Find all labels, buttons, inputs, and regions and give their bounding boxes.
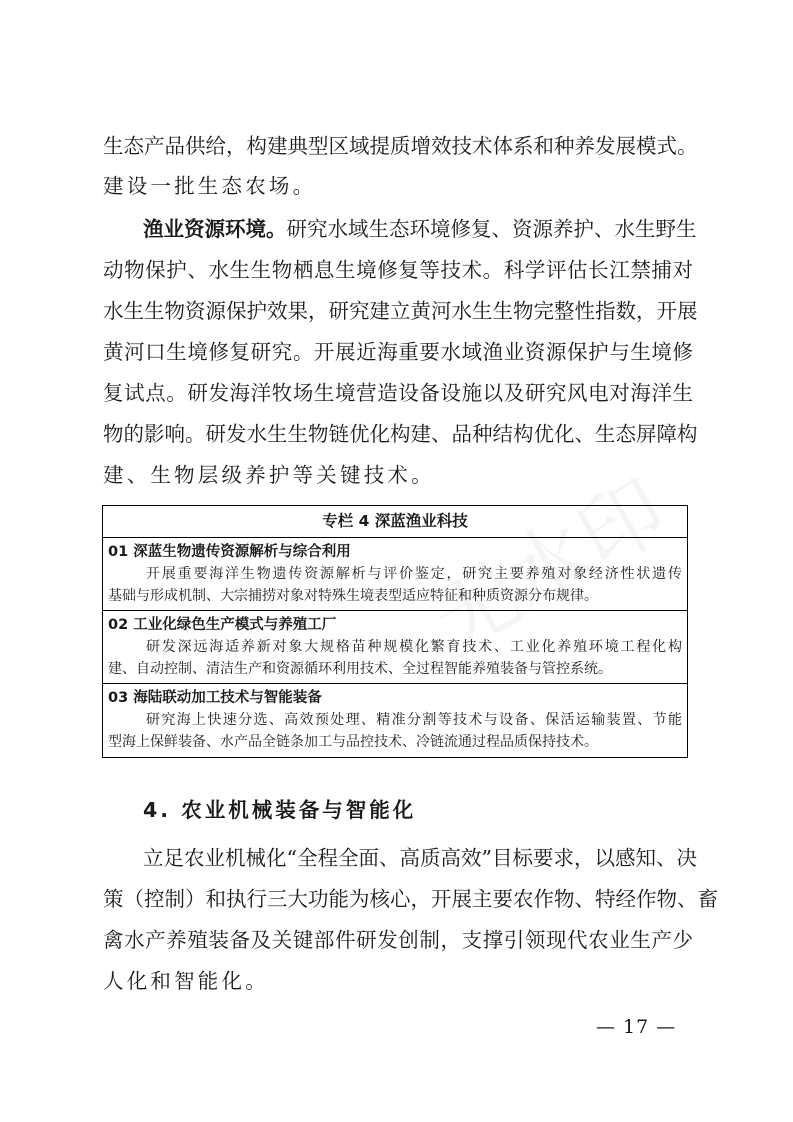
body-line: 生态产品供给，构建典型区域提质增效技术体系和种养发展模式。: [103, 134, 698, 158]
page-number: — 17 —: [596, 1016, 677, 1038]
body-line: 策（控制）和执行三大功能为核心，开展主要农作物、特经作物、畜: [103, 887, 718, 911]
column-box-title: 专栏 4 深蓝渔业科技: [103, 506, 687, 538]
body-line: 建、生物层级养护等关键技术。: [103, 463, 435, 487]
body-line: 建设一批生态农场。: [103, 174, 317, 198]
item-heading: 03 海陆联动加工技术与智能装备: [108, 690, 322, 706]
body-line: 黄河口生境修复研究。开展近海重要水域渔业资源保护与生境修: [103, 340, 693, 364]
column-box: [102, 505, 688, 758]
column-box-item: [103, 611, 687, 684]
item-heading: 02 工业化绿色生产模式与养殖工厂: [108, 617, 337, 633]
section-heading: 4. 农业机械装备与智能化: [143, 798, 417, 822]
item-text-line: 开展重要海洋生物遗传资源解析与评价鉴定，研究主要养殖对象经济性状遗传: [146, 566, 682, 582]
body-line: 物的影响。研发水生生物链优化构建、品种结构优化、生态屏障构: [103, 422, 698, 446]
body-line: 立足农业机械化“全程全面、高质高效”目标要求，以感知、决: [143, 846, 697, 870]
item-text-line: 建、自动控制、清洁生产和资源循环利用技术、全过程智能养殖装备与管控系统。: [108, 661, 612, 677]
body-line: 水生生物资源保护效果，研究建立黄河水生生物完整性指数，开展: [103, 299, 698, 323]
item-text-line: 研发深远海适养新对象大规格苗种规模化繁育技术、工业化养殖环境工程化构: [146, 639, 682, 655]
item-text-line: 基础与形成机制、大宗捕捞对象对特殊生境表型适应特征和种质资源分布规律。: [108, 588, 598, 604]
section-lead: 渔业资源环境。: [143, 217, 287, 241]
column-box-item: [103, 684, 687, 758]
item-heading: 01 深蓝生物遗传资源解析与综合利用: [108, 544, 351, 560]
body-line: 人化和智能化。: [103, 969, 269, 993]
section-paragraph-first-line: [143, 209, 697, 249]
body-line: 动物保护、水生生物栖息生境修复等技术。科学评估长江禁捕对: [103, 258, 693, 282]
item-text-line: 型海上保鲜装备、水产品全链条加工与品控技术、冷链流通过程品质保持技术。: [108, 734, 598, 750]
body-line: 禽水产养殖装备及关键部件研发创制，支撑引领现代农业生产少: [103, 928, 693, 952]
section-first-rest: 研究水域生态环境修复、资源养护、水生野生: [286, 217, 697, 241]
body-line: 复试点。研发海洋牧场生境营造设备设施以及研究风电对海洋生: [103, 381, 693, 405]
column-box-item: [103, 538, 687, 611]
item-text-line: 研究海上快速分选、高效预处理、精准分割等技术与设备、保活运输装置、节能: [146, 712, 682, 728]
